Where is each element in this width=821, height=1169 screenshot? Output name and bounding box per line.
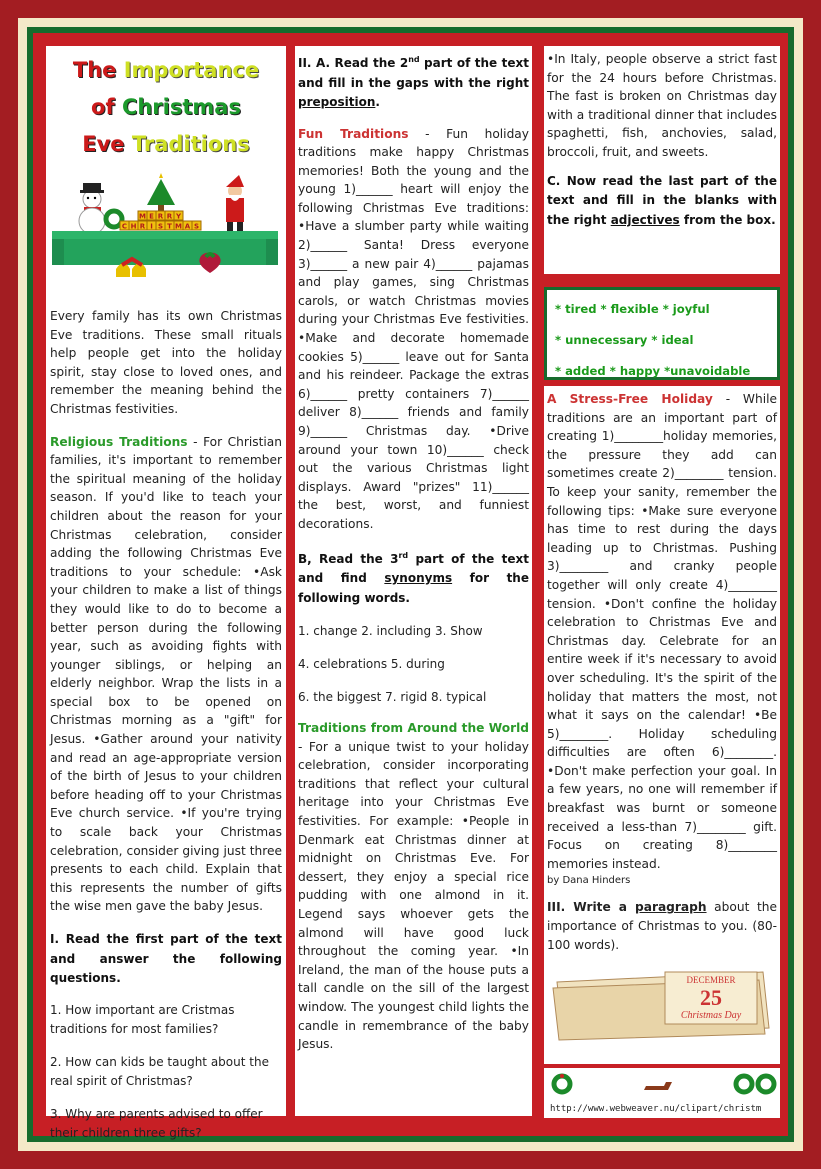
letter-block-label: E — [149, 212, 154, 221]
letter-block-label: R — [157, 212, 164, 221]
task-3: III. Write a paragraph about the importance of Christmas to you. (80-100 words). — [547, 900, 777, 952]
mantel-front — [60, 239, 270, 265]
title-word: of — [91, 95, 115, 119]
tree-icon — [147, 173, 175, 211]
letter-block-label: C — [121, 222, 128, 231]
adjectives-row-1: * tired * flexible * joyful — [555, 302, 710, 316]
question-1: 1. How important are Cristmas traditions for most families? — [50, 1002, 235, 1036]
task-1: I. Read the first part of the text and answer the following questions. — [50, 932, 282, 985]
sleigh-icon — [644, 1082, 672, 1090]
letter-block-label: Y — [175, 212, 182, 221]
calendar-page-clipart — [547, 962, 775, 1042]
christmas-mantel-clipart — [50, 169, 282, 297]
letter-block-label: S — [193, 222, 200, 231]
synonyms-row-1: 1. change 2. including 3. Show — [298, 624, 483, 639]
column-right-bottom — [544, 386, 780, 1064]
wreath-row — [544, 1068, 780, 1100]
synonyms-row-3: 6. the biggest 7. rigid 8. typical — [298, 690, 487, 705]
adjectives-box — [544, 287, 780, 380]
column-left — [46, 46, 286, 1140]
stress-free-heading: A Stress-Free Holiday — [547, 392, 713, 406]
world-traditions-heading: Traditions from Around the World — [298, 721, 529, 736]
letter-block-label: H — [130, 222, 137, 231]
task-2b: B, Read the 3rd part of the text and find synonyms for the following words. — [298, 550, 529, 605]
santa-icon — [226, 175, 244, 232]
world-traditions-paragraph: Traditions from Around the World - For a unique twist to your holiday celebration, consider incorporating traditions that reflect your cultural heritage into your Christmas Eve festivities. For example: •People in Denmark eat Christmas dinner at midnight on Christmas Eve. For dessert, they enjoy a special rice pudding with one almond in it. Legend says whoever gets the almond will have good luck throughout the coming year. •In Ireland, the man of the house puts a tall candle on the sill of the largest window. The youngest child lights the candle in remembrance of the baby Jesus. — [298, 721, 529, 1052]
title-word: Importance — [123, 58, 260, 82]
wreath-icon — [758, 1076, 774, 1092]
task-2a: II. A. Read the 2nd part of the text and fill in the gaps with the right preposition. — [298, 55, 529, 109]
letter-block-label: R — [139, 222, 146, 231]
title-word: Eve — [82, 132, 125, 156]
task-c: C. Now read the last part of the text and fill in the blanks with the right adjectives from the box. — [547, 173, 777, 227]
adjectives-row-3: * added * happy *unavoidable — [555, 364, 751, 378]
column-right-top — [544, 46, 780, 274]
letter-block-label: M — [175, 222, 182, 231]
clipart-url[interactable]: http://www.webweaver.nu/clipart/christm — [550, 1104, 762, 1114]
intro-paragraph: Every family has its own Christmas Eve traditions. These small rituals help people get into the holiday spirit, stay close to loved ones, and remember the meaning behind the Christmas festivities. — [50, 309, 282, 416]
letter-block-label: M — [139, 212, 146, 221]
fun-traditions-heading: Fun Traditions — [298, 126, 409, 141]
title-word: Christmas — [121, 95, 241, 119]
fun-traditions-paragraph: Fun Traditions - Fun holiday traditions make happy Christmas memories! Both the young and the young 1)______ heart will enjoy the following Christmas Eve traditions: •Have a slumber party while waiting 2)______ Santa! Dress everyone 3)______ a new pair 4)______ pajamas and play games, sing Christmas carols, or watch Christmas movies during your Christmas Eve festivities. •Make and decorate homemade cookies 5)______ leave out for Santa and his reindeer. Package the extras 6)______ pretty containers 7)______ deliver 8)______ friends and family 9)______ Christmas day. •Drive around your town 10)______ check out the various Christmas light displays. Award "prizes" 11)______ the best, worst, and funniest decorations. — [298, 126, 529, 531]
synonyms-row-2: 4. celebrations 5. during — [298, 657, 445, 672]
calendar-day: 25 — [700, 985, 722, 1011]
letter-block-label: T — [167, 222, 172, 231]
letter-block-label: I — [150, 222, 153, 231]
italy-paragraph: •In Italy, people observe a strict fast for the 24 hours before Christmas. The fast is broken on Christmas day with a traditional dinner that includes spaghetti, fish, anchovies, salad, broccoli, fruit, and sweets. — [547, 52, 777, 159]
religious-paragraph — [50, 433, 282, 916]
calendar-text: Christmas Day — [680, 1010, 742, 1022]
question-2: 2. How can kids be taught about the real spirit of Christmas? — [50, 1054, 269, 1088]
merry-christmas-blocks — [120, 211, 201, 231]
footer-clipart — [544, 1068, 780, 1118]
title-word: The — [72, 58, 117, 82]
religious-text: - For Christian families, it's important to remember the spiritual meaning of the holiday season. If you'd like to teach your children about the reason for your Christmas celebration, consider adding the following Christmas Eve traditions to your schedule: •Ask your children to make a list of things they would like to do to become a better person during the following year, such as avoiding fights with younger siblings, or helping an elderly neighbor. Wrap the lists in a special box to be opened on Christmas morning as a "gift" for Jesus. •Gather around your nativity and read an age-appropriate version of the birth of Jesus to your children before heading off to your Christmas Eve church service. •If you're trying to scale back your Christmas celebration, consider giving just three presents to each child. Explain that this represents the number of gifts the wise men gave the baby Jesus. — [50, 434, 283, 914]
letter-block-label: A — [184, 222, 191, 231]
mantel-shelf — [52, 231, 278, 239]
worksheet-title — [50, 52, 282, 163]
wreath-icon — [736, 1076, 752, 1092]
column-middle — [295, 46, 532, 1116]
stress-free-paragraph: A Stress-Free Holiday - While traditions are an important part of creating 1)________holiday memories, the pressure they add can sometimes create 2)________ tension. To keep your sanity, remember the following tips: •Make sure everyone has time to rest during the days leading up to Christmas. Pushing 3)________ and cranky people together will only create 4)________ tension. •Don't confine the holiday celebration to Christmas Eve and Christmas day. Celebrate for an entire week if it's necessary to avoid over scheduling. It's the spirit of the holiday that matters the most, not what it says on the calendar! •Be 5)________. Holiday scheduling difficulties are often 6)________. •Don't make perfection your goal. In a few years, no one will remember if breakfast was burnt or someone received a less-than 7)________ gift. Focus on creating 8)________ memories instead. — [547, 392, 777, 871]
calendar-month: DECEMBER — [686, 975, 736, 986]
title-word: Traditions — [131, 132, 250, 156]
question-3: 3. Why are parents advised to offer their children three gifts? — [50, 1106, 263, 1140]
religious-heading: Religious Traditions — [50, 434, 188, 449]
snowman-icon — [79, 183, 105, 234]
wreath-icon — [554, 1076, 570, 1092]
letter-block-label: R — [166, 212, 173, 221]
author-credit: by Dana Hinders — [547, 875, 631, 887]
letter-block-label: S — [157, 222, 164, 231]
adjectives-row-2: * unnecessary * ideal — [555, 333, 694, 347]
